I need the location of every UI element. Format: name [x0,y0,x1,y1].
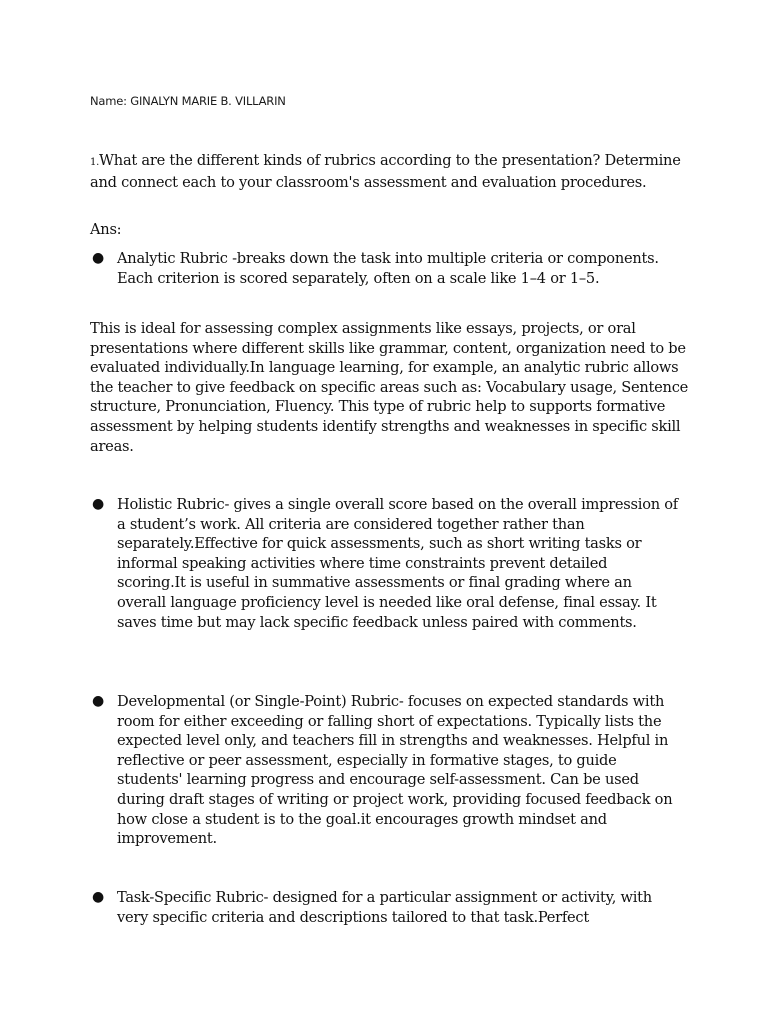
bullet-icon: ● [92,250,104,266]
bullet-item-text: Task-Specific Rubric- designed for a particular assignment or activity, with very specific criteria and descriptions tailored to that task.Perfect [117,889,652,926]
student-name: Name: GINALYN MARIE B. VILLARIN [90,94,286,108]
analytic-paragraph: This is ideal for assessing complex assignments like essays, projects, or oral presentations where different skills like grammar, content, organization need to be evaluated individually.In language learning, for example, an analytic rubric allows the teacher to give feedback on specific areas such as: Vocabulary usage, Sentence structure, Pronunciation, Fluency. This type of rubric help to supports formative assessment by helping students identify strengths and weaknesses in specific skill areas. [90,320,689,455]
bullet-item-developmental [90,692,680,849]
bullet-item-text: Holistic Rubric- gives a single overall score based on the overall impression of a student’s work. All criteria are considered together rather than separately.Effective for quick assessments, such as short writing tasks or informal speaking activities where time constraints prevent detailed scoring.It is useful in summative assessments or final grading where an overall language proficiency level is needed like oral defense, final essay. It saves time but may lack specific feedback unless paired with comments. [117,496,678,631]
answer-label: Ans: [90,221,122,238]
bullet-item-analytic [90,249,680,288]
bullet-icon: ● [92,889,104,905]
bullet-item-holistic [90,495,680,632]
question-number: 1. [90,157,100,168]
question-text: What are the different kinds of rubrics according to the presentation? Determine and connect each to your classroom's assessment and evaluation procedures. [90,152,681,191]
bullet-item-text: Developmental (or Single-Point) Rubric- focuses on expected standards with room for either exceeding or falling short of expectations. Typically lists the expected level only, and teachers fill in strengths and weaknesses. Helpful in reflective or peer assessment, especially in formative stages, to guide students' learning progress and encourage self-assessment. Can be used during draft stages of writing or project work, providing focused feedback on how close a student is to the goal.it encourages growth mindset and improvement. [117,693,673,848]
question-1 [90,151,690,192]
bullet-icon: ● [92,693,104,709]
bullet-item-text: Analytic Rubric -breaks down the task into multiple criteria or components. Each criterion is scored separately, often on a scale like 1–4 or 1–5. [117,250,659,287]
bullet-item-task-specific [90,888,680,927]
bullet-icon: ● [92,496,104,512]
